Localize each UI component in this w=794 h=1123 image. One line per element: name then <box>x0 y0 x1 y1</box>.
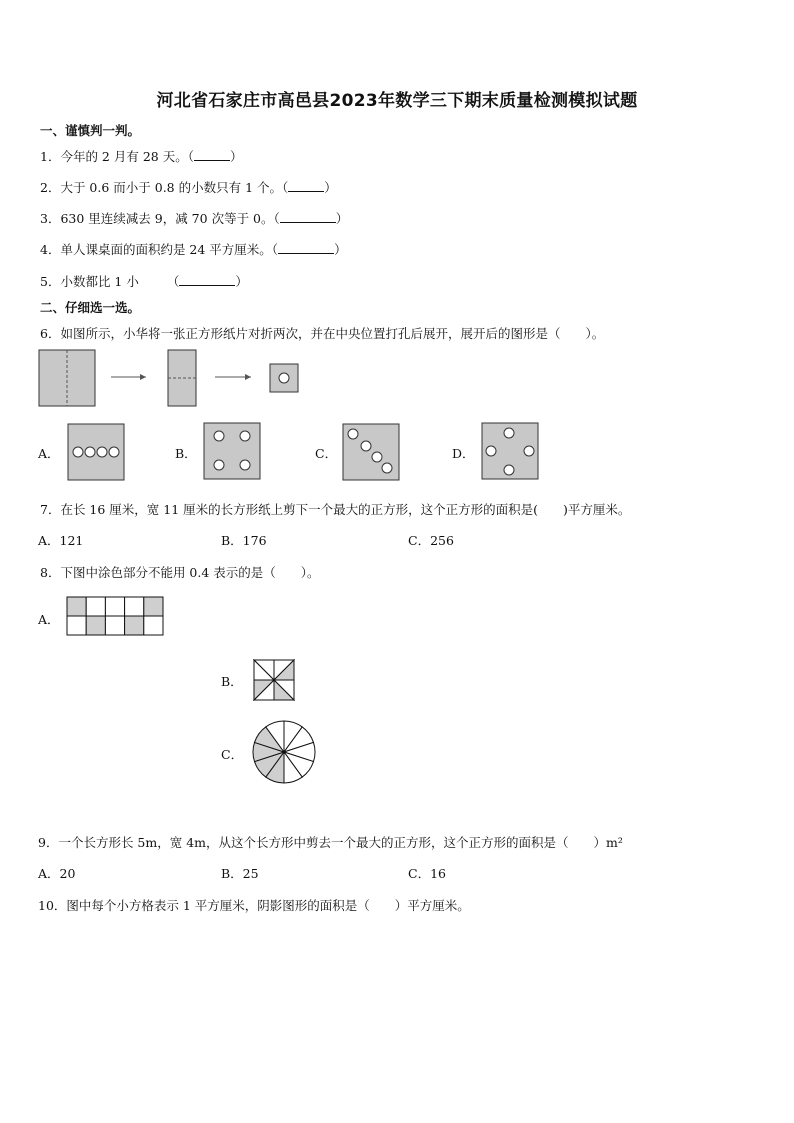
option-a[interactable]: A．121 <box>38 533 84 548</box>
question-7: 7．在长 16 厘米，宽 11 厘米的长方形纸上剪下一个最大的正方形，这个正方形的面积是( )平方厘米。 <box>40 502 631 517</box>
option-c-label[interactable]: C． <box>315 446 338 461</box>
grid-cell <box>125 597 144 616</box>
section-heading-1: 一、谨慎判一判。 <box>40 123 141 138</box>
grid-cell <box>125 616 144 635</box>
option-b[interactable]: B．25 <box>221 866 259 881</box>
question-2-text: 2．大于 0.6 而小于 0.8 的小数只有 1 个。（ <box>40 180 289 195</box>
question-1-close: ） <box>229 149 243 164</box>
section-heading-2: 二、仔细选一选。 <box>40 300 141 315</box>
option-b[interactable]: B．176 <box>221 533 267 548</box>
option-a-grid[interactable] <box>67 597 163 635</box>
grid-cell <box>144 616 163 635</box>
grid-cell <box>86 616 105 635</box>
question-9: 9．一个长方形长 5m，宽 4m，从这个长方形中剪去一个最大的正方形，这个正方形的面积是（ ）m² <box>38 835 623 850</box>
question-5-text: 5．小数都比 1 小 <box>40 274 139 289</box>
option-c-circle[interactable] <box>253 721 315 783</box>
question-10: 10．图中每个小方格表示 1 平方厘米，阴影图形的面积是（ ）平方厘米。 <box>38 898 470 913</box>
grid-cell <box>105 616 124 635</box>
fold-step-1 <box>39 350 95 406</box>
option-c-label[interactable]: C． <box>221 747 244 762</box>
page-title: 河北省石家庄市高邑县2023年数学三下期末质量检测模拟试题 <box>156 91 638 111</box>
option-a-label[interactable]: A． <box>38 446 60 461</box>
grid-cell <box>67 597 86 616</box>
question-2-close: ） <box>324 180 337 195</box>
fold-step-2 <box>168 350 196 406</box>
grid-cell <box>86 597 105 616</box>
option-c[interactable]: C．256 <box>408 533 454 548</box>
question-6: 6．如图所示，小华将一张正方形纸片对折两次，并在中央位置打孔后展开，展开后的图形是（ ）。 <box>40 326 605 341</box>
question-3-text: 3．630 里连续减去 9，减 70 次等于 0。（ <box>40 211 280 226</box>
grid-cell <box>105 597 124 616</box>
option-c-figure[interactable] <box>343 424 399 480</box>
option-a-label[interactable]: A． <box>38 612 60 627</box>
fold-step-3-punched <box>270 364 298 392</box>
question-5-open: （ <box>166 274 180 289</box>
option-a-figure[interactable] <box>68 424 124 480</box>
question-4-text: 4．单人课桌面的面积约是 24 平方厘米。（ <box>40 242 279 257</box>
arrow-icon <box>215 374 251 380</box>
option-a[interactable]: A．20 <box>38 866 76 881</box>
option-b-label[interactable]: B． <box>175 446 197 461</box>
question-8: 8．下图中涂色部分不能用 0.4 表示的是（ ）。 <box>40 565 320 580</box>
question-5-close: ） <box>235 274 248 289</box>
option-d-label[interactable]: D． <box>452 446 475 461</box>
option-d-figure[interactable] <box>482 423 538 479</box>
option-c[interactable]: C．16 <box>408 866 446 881</box>
option-b-square[interactable] <box>254 660 294 700</box>
question-1-text: 1．今年的 2 月有 28 天。（ <box>40 149 194 164</box>
option-b-figure[interactable] <box>204 423 260 479</box>
question-3-close: ） <box>335 211 349 226</box>
arrow-icon <box>111 374 146 380</box>
grid-cell <box>67 616 86 635</box>
question-4-close: ） <box>334 242 347 257</box>
option-b-label[interactable]: B． <box>221 674 243 689</box>
grid-cell <box>144 597 163 616</box>
